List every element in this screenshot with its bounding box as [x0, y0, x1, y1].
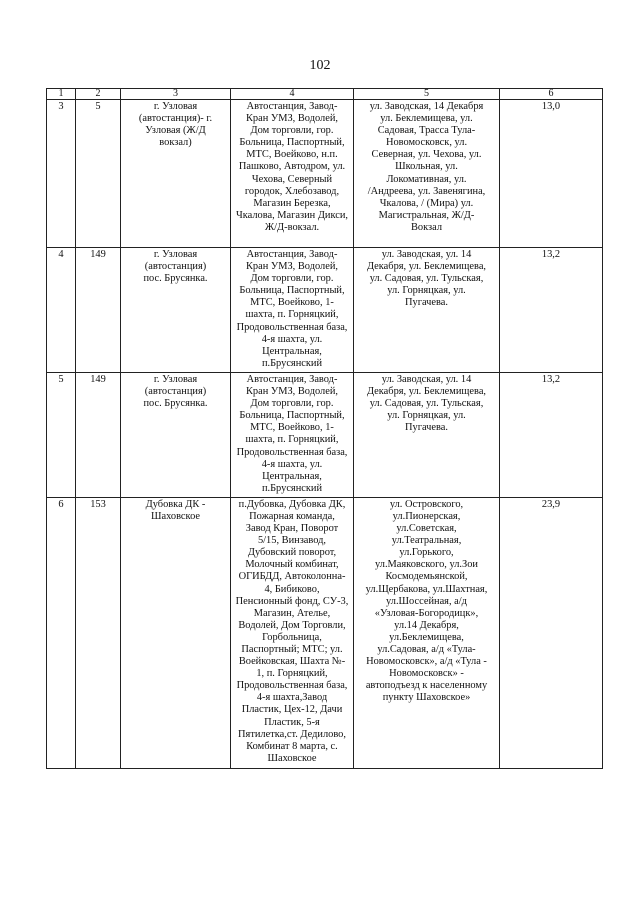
route-number: 153 — [90, 498, 106, 510]
route-streets-cell — [354, 372, 500, 497]
table-row — [47, 372, 603, 497]
route-stops: п.Дубовка, Дубовка ДК, Пожарная команда, Завод Кран, Поворот 5/15, Винзавод, Дубовский поворот, Молочный комбинат, ОГИБДД, Автоколонна- 4, Бибиково, Пенсионный фонд, СУ-3, Магазин, Ателье, Водолей, Дом Торговли, Горбольница, Паспортный; МТС; ул. Воейковская, Шахта №- 1, п. Горняцкий, Продовольственная база, 4-я шахта,Завод Пластик, Цех-12, Дачи Пластик, 5-я Пятилетка,ст. Дедилово, Комбинат 8 марта, с. Шаховское — [235, 498, 349, 764]
page-number: 102 — [309, 58, 331, 73]
table-row — [47, 248, 603, 373]
route-length: 13,2 — [541, 373, 561, 385]
row-number-cell — [47, 372, 76, 497]
table-header-cell: 3 — [121, 89, 231, 100]
route-name-cell — [121, 100, 231, 248]
route-length: 13,2 — [541, 249, 561, 260]
table-header-cell: 1 — [47, 89, 76, 100]
table-header-cell: 5 — [354, 89, 500, 100]
table-header-cell: 6 — [500, 89, 603, 100]
route-number-cell — [76, 248, 121, 373]
table-row — [47, 100, 603, 248]
route-stops-cell — [231, 100, 354, 248]
row-number: 5 — [58, 373, 64, 385]
table-header-cell: 4 — [231, 89, 354, 100]
route-number: 149 — [90, 249, 106, 260]
route-streets-cell — [354, 248, 500, 373]
row-number-cell — [47, 100, 76, 248]
route-length: 23,9 — [541, 498, 561, 510]
route-streets-cell — [354, 100, 500, 248]
route-stops: Автостанция, Завод- Кран УМЗ, Водолей, Дом торговли, гор. Больница, Паспортный, МТС, Воейково, 1- шахта, п. Горняцкий, Продовольственная база, 4-я шахта, ул. Центральная, п.Брусянский — [236, 249, 348, 369]
route-stops-cell — [231, 372, 354, 497]
route-stops-cell — [231, 248, 354, 373]
route-stops: Автостанция, Завод- Кран УМЗ, Водолей, Дом торговли, гор. Больница, Паспортный, МТС, Воейково, 1- шахта, п. Горняцкий, Продовольственная база, 4-я шахта, ул. Центральная, п.Брусянский — [236, 373, 348, 494]
route-length-cell — [500, 497, 603, 768]
route-name: г. Узловая (автостанция) пос. Брусянка. — [143, 373, 208, 410]
route-streets: ул. Заводская, 14 Декабря ул. Беклемищева, ул. Садовая, Трасса Тула- Новомосковск, ул. Северная, ул. Чехова, ул. Школьная, ул. Локомативная, ул. /Андреева, ул. Завенягина, Чкалова, / (Мира) ул. Магистральная, Ж/Д- Вокзал — [367, 101, 486, 233]
route-name: г. Узловая (автостанция)- г. Узловая (Ж/Д вокзал) — [138, 101, 213, 149]
row-number-cell — [47, 497, 76, 768]
route-streets: ул. Островского, ул.Пионерская, ул.Советская, ул.Театральная, ул.Горького, ул.Маяковского, ул.Зои Космодемьянской, ул.Щербакова, ул.Шахтная, ул.Шоссейная, а/д «Узловая-Богородицк», ул.14 Декабря, ул.Беклемищева, ул.Садовая, а/д «Тула- Новомосковск», а/д «Тула - Новомосковск» - автоподъезд к населенному пункту Шаховское» — [365, 498, 488, 704]
route-streets: ул. Заводская, ул. 14 Декабря, ул. Беклемищева, ул. Садовая, ул. Тульская, ул. Горняцкая, ул. Пугачева. — [366, 249, 487, 309]
route-number-cell — [76, 372, 121, 497]
table-header-row — [47, 89, 603, 100]
route-number: 149 — [90, 373, 106, 385]
route-name-cell — [121, 497, 231, 768]
route-table — [46, 88, 603, 769]
route-length-cell — [500, 248, 603, 373]
row-number-cell — [47, 248, 76, 373]
route-number: 5 — [95, 101, 101, 112]
route-name: Дубовка ДК - Шаховское — [145, 498, 206, 522]
route-length-cell — [500, 100, 603, 248]
route-stops: Автостанция, Завод- Кран УМЗ, Водолей, Дом торговли, гор. Больница, Паспортный, МТС, Воейково, н.п. Пашково, Автодром, ул. Чехова, Северный городок, Хлебозавод, Магазин Березка, Чкалова, Магазин Дикси, Ж/Д-вокзал. — [235, 101, 349, 233]
route-name: г. Узловая (автостанция) пос. Брусянка. — [143, 249, 208, 285]
table-header-cell: 2 — [76, 89, 121, 100]
row-number: 3 — [58, 101, 64, 112]
route-number-cell — [76, 497, 121, 768]
route-length: 13,0 — [541, 101, 561, 112]
route-streets: ул. Заводская, ул. 14 Декабря, ул. Беклемищева, ул. Садовая, ул. Тульская, ул. Горняцкая, ул. Пугачева. — [366, 373, 487, 434]
row-number: 4 — [58, 249, 64, 260]
route-name-cell — [121, 372, 231, 497]
route-stops-cell — [231, 497, 354, 768]
route-length-cell — [500, 372, 603, 497]
row-number: 6 — [58, 498, 64, 510]
route-name-cell — [121, 248, 231, 373]
route-number-cell — [76, 100, 121, 248]
table-row — [47, 497, 603, 768]
route-streets-cell — [354, 497, 500, 768]
